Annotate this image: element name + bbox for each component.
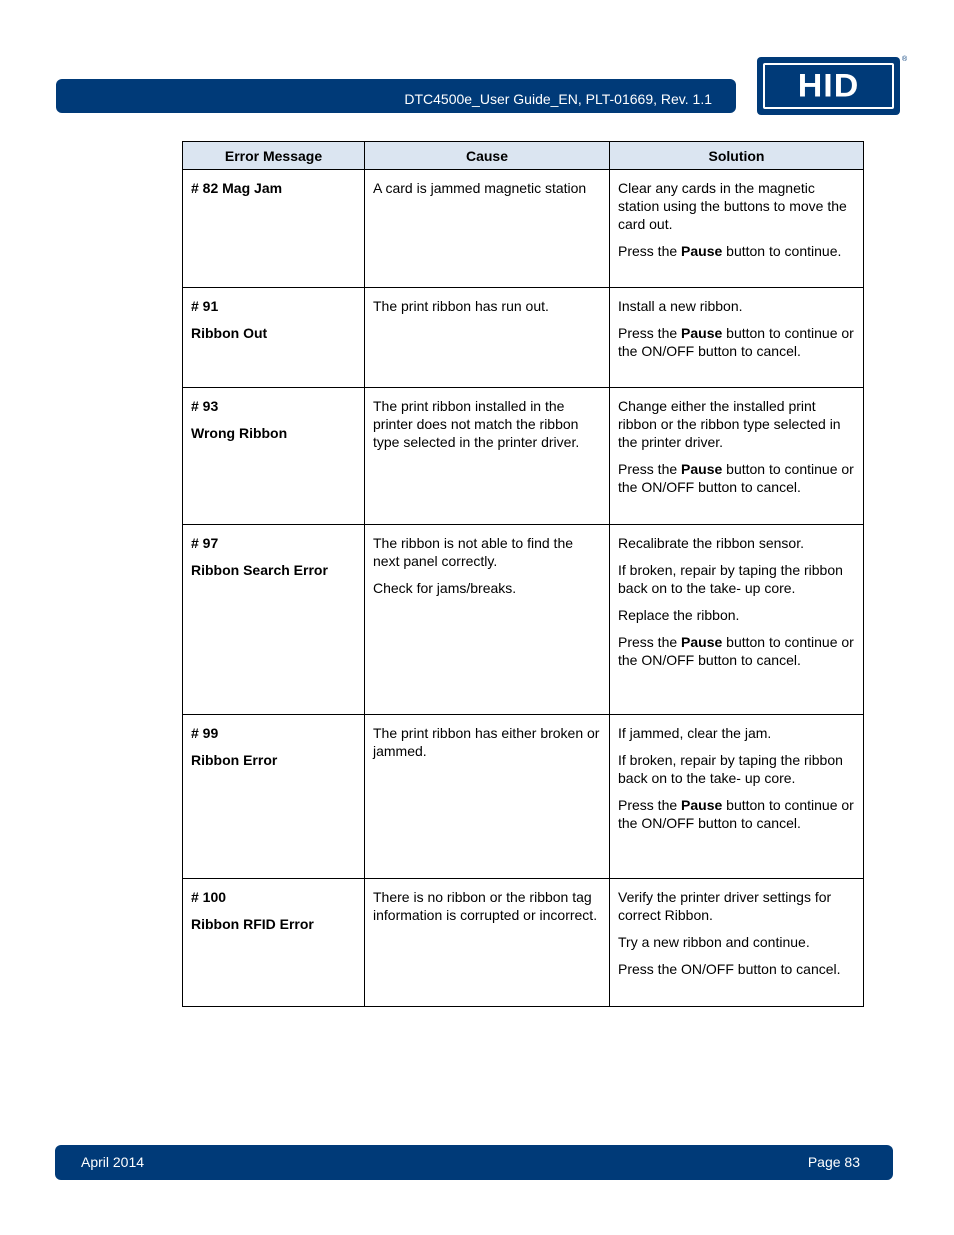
table-header-row — [183, 142, 864, 170]
header-bar — [56, 79, 736, 113]
error-message-cell — [183, 288, 365, 388]
cause-cell — [365, 525, 610, 715]
solution-text: Install a new ribbon. — [618, 298, 743, 314]
error-message-cell — [183, 388, 365, 525]
footer-date: April 2014 — [81, 1154, 145, 1170]
error-message-cell — [183, 715, 365, 879]
solution-cell — [610, 879, 864, 1007]
cause-text: The ribbon is not able to find the next panel correctly. — [373, 535, 574, 569]
solution-step — [618, 324, 855, 360]
logo-frame — [763, 63, 894, 109]
solution-step — [618, 633, 855, 669]
button-name: Pause — [681, 461, 723, 477]
error-code: # 82 Mag Jam — [191, 180, 283, 196]
button-name: Pause — [681, 797, 723, 813]
error-name: Ribbon Search Error — [191, 562, 328, 578]
logo-text: HID — [797, 67, 860, 104]
error-name: Ribbon Out — [191, 325, 268, 341]
solution-cell — [610, 288, 864, 388]
error-name: Ribbon RFID Error — [191, 916, 314, 932]
cause-text: A card is jammed magnetic station — [373, 180, 587, 196]
error-message-cell — [183, 170, 365, 288]
column-header-solution: Solution — [610, 142, 864, 170]
cause-cell — [365, 170, 610, 288]
registered-mark: ® — [902, 56, 908, 63]
cause-text: The print ribbon has run out. — [373, 298, 549, 314]
solution-step — [618, 179, 855, 233]
solution-text: If broken, repair by taping the ribbon back on to the take- up core. — [618, 752, 843, 786]
solution-text: Press the — [618, 325, 682, 341]
column-header-error-message: Error Message — [183, 142, 365, 170]
solution-step — [618, 960, 855, 978]
solution-text: Press the — [618, 634, 682, 650]
error-table — [182, 141, 864, 1007]
solution-text: button to continue. — [722, 243, 842, 259]
error-code: # 97 — [191, 535, 219, 551]
cause-cell — [365, 715, 610, 879]
solution-cell — [610, 170, 864, 288]
solution-step — [618, 933, 855, 951]
solution-step — [618, 534, 855, 552]
footer-bar — [55, 1145, 893, 1180]
table-row — [183, 388, 864, 525]
column-header-cause: Cause — [365, 142, 610, 170]
solution-text: Verify the printer driver settings for correct Ribbon. — [618, 889, 832, 923]
solution-step — [618, 460, 855, 496]
error-name: Wrong Ribbon — [191, 425, 288, 441]
solution-step — [618, 297, 855, 315]
solution-text: Try a new ribbon and continue. — [618, 934, 810, 950]
page-number: Page 83 — [807, 1154, 860, 1170]
cause-text: The print ribbon has either broken or jammed. — [373, 725, 600, 759]
hid-logo — [757, 57, 900, 115]
solution-step — [618, 242, 855, 260]
solution-text: Press the — [618, 797, 682, 813]
solution-cell — [610, 715, 864, 879]
solution-text: button to continue or the ON/OFF button to cancel. — [618, 634, 854, 668]
solution-text: button to continue or the ON/OFF button to cancel. — [618, 797, 854, 831]
button-name: Pause — [681, 634, 723, 650]
solution-text: If jammed, clear the jam. — [618, 725, 772, 741]
solution-text: Press the — [618, 243, 682, 259]
solution-step — [618, 751, 855, 787]
table-row — [183, 170, 864, 288]
solution-step — [618, 561, 855, 597]
table-row — [183, 288, 864, 388]
cause-text: Check for jams/breaks. — [373, 580, 517, 596]
table-row — [183, 525, 864, 715]
cause-cell — [365, 388, 610, 525]
document-title: DTC4500e_User Guide_EN, PLT-01669, Rev. 1.1 — [404, 91, 712, 107]
solution-cell — [610, 525, 864, 715]
button-name: Pause — [681, 243, 723, 259]
solution-text: button to continue or the ON/OFF button to cancel. — [618, 325, 854, 359]
solution-step — [618, 724, 855, 742]
solution-text: Clear any cards in the magnetic station using the buttons to move the card out. — [618, 180, 847, 232]
error-message-cell — [183, 525, 365, 715]
solution-step — [618, 397, 855, 451]
cause-cell — [365, 288, 610, 388]
table-row — [183, 715, 864, 879]
solution-step — [618, 888, 855, 924]
cause-text: There is no ribbon or the ribbon tag information is corrupted or incorrect. — [373, 889, 598, 923]
solution-step — [618, 796, 855, 832]
solution-cell — [610, 388, 864, 525]
error-code: # 100 — [191, 889, 227, 905]
solution-step — [618, 606, 855, 624]
solution-text: Recalibrate the ribbon sensor. — [618, 535, 804, 551]
error-code: # 93 — [191, 398, 219, 414]
solution-text: Press the — [618, 461, 682, 477]
solution-text: Replace the ribbon. — [618, 607, 740, 623]
error-message-cell — [183, 879, 365, 1007]
solution-text: button to continue or the ON/OFF button to cancel. — [618, 461, 854, 495]
button-name: Pause — [681, 325, 723, 341]
solution-text: Press the ON/OFF button to cancel. — [618, 961, 841, 977]
error-name: Ribbon Error — [191, 752, 278, 768]
cause-text: The print ribbon installed in the printer does not match the ribbon type selected in the printer driver. — [373, 398, 580, 450]
table-row — [183, 879, 864, 1007]
solution-text: Change either the installed print ribbon or the ribbon type selected in the printer driver. — [618, 398, 841, 450]
error-code: # 91 — [191, 298, 219, 314]
solution-text: If broken, repair by taping the ribbon back on to the take- up core. — [618, 562, 843, 596]
error-code: # 99 — [191, 725, 219, 741]
cause-cell — [365, 879, 610, 1007]
table-body — [183, 170, 864, 1007]
